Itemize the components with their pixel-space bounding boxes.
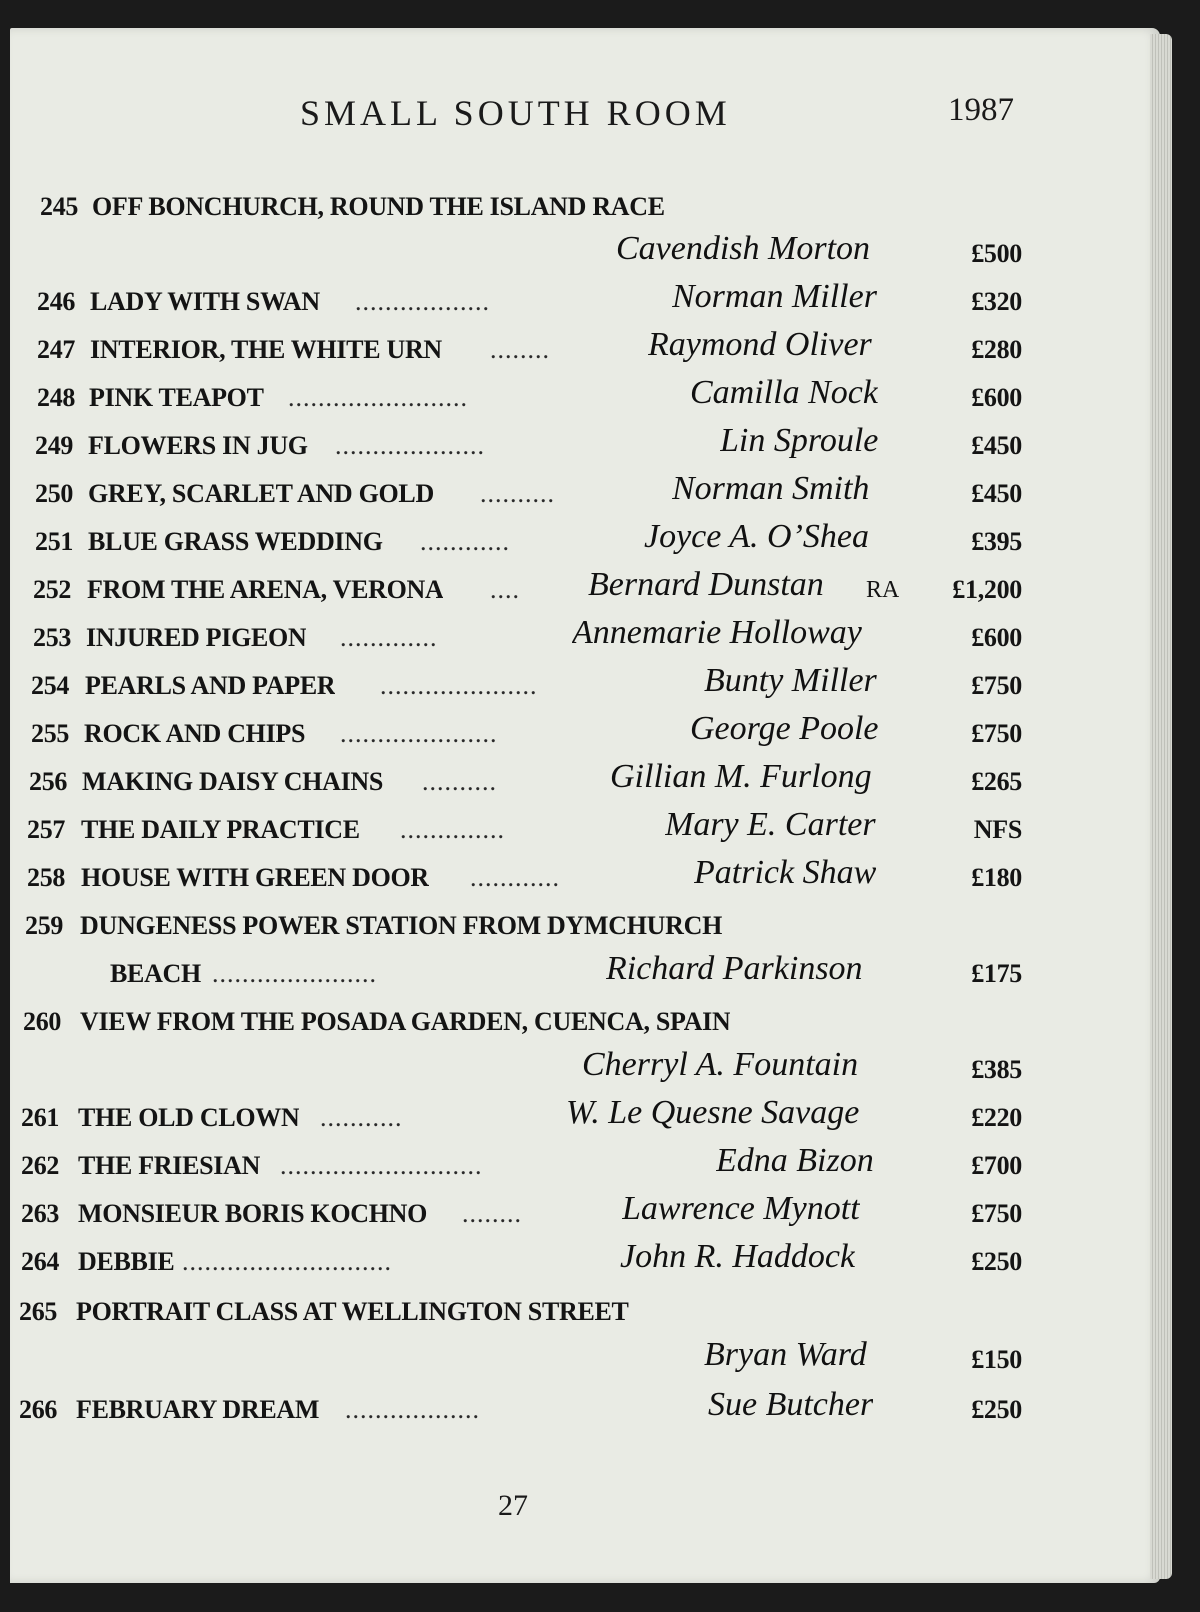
dot-leader: ..................: [345, 1396, 480, 1424]
price: £600: [971, 624, 1022, 652]
artwork-title: PEARLS AND PAPER: [85, 672, 336, 700]
catalogue-entry: [0, 1046, 1200, 1094]
artist-name: Raymond Oliver: [648, 326, 872, 363]
artist-name: Mary E. Carter: [665, 806, 876, 843]
artwork-title: BLUE GRASS WEDDING: [88, 528, 383, 556]
artist-name: Richard Parkinson: [606, 950, 863, 987]
entry-number: 253: [33, 624, 72, 652]
dot-leader: ....................: [335, 432, 485, 460]
artwork-title: GREY, SCARLET AND GOLD: [88, 480, 434, 508]
artist-name: Bernard Dunstan: [588, 566, 824, 603]
entry-number: 263: [21, 1200, 60, 1228]
artist-name: Bunty Miller: [704, 662, 877, 699]
price: £750: [971, 720, 1022, 748]
entry-number: 252: [33, 576, 72, 604]
catalogue-entry: [0, 422, 1200, 470]
artist-name: Lawrence Mynott: [622, 1190, 860, 1227]
price: £500: [971, 240, 1022, 268]
catalogue-entry: [0, 1190, 1200, 1238]
dot-leader: ....: [490, 576, 520, 604]
artist-name: Bryan Ward: [704, 1336, 867, 1373]
artist-name: Cherryl A. Fountain: [582, 1046, 859, 1083]
dot-leader: ........................: [288, 384, 468, 412]
catalogue-entry: [0, 1094, 1200, 1142]
dot-leader: ........: [490, 336, 550, 364]
price: £320: [971, 288, 1022, 316]
artwork-title: OFF BONCHURCH, ROUND THE ISLAND RACE: [92, 193, 665, 221]
dot-leader: ..........: [480, 480, 555, 508]
entry-number: 245: [40, 193, 79, 221]
dot-leader: .....................: [340, 720, 498, 748]
catalogue-entry: [0, 710, 1200, 758]
entry-number: 251: [35, 528, 74, 556]
entry-number: 250: [35, 480, 74, 508]
catalogue-entry: [0, 758, 1200, 806]
entry-number: 261: [21, 1104, 60, 1132]
catalogue-entry: [0, 326, 1200, 374]
artist-name: Joyce A. O’Shea: [644, 518, 869, 555]
artwork-title: DUNGENESS POWER STATION FROM DYMCHURCH: [80, 912, 723, 940]
catalogue-entry: [0, 806, 1200, 854]
price: £1,200: [952, 576, 1022, 604]
catalogue-entry: [0, 950, 1200, 998]
artwork-title: THE FRIESIAN: [78, 1152, 261, 1180]
artist-name: W. Le Quesne Savage: [566, 1094, 860, 1131]
catalogue-entry: [0, 854, 1200, 902]
dot-leader: ............................: [182, 1248, 392, 1276]
entry-number: 265: [19, 1298, 58, 1326]
artist-name: Norman Miller: [672, 278, 877, 315]
artist-name: Cavendish Morton: [616, 230, 871, 267]
artist-name: George Poole: [690, 710, 879, 747]
artwork-title: BEACH: [110, 960, 201, 988]
catalogue-entry: [0, 662, 1200, 710]
catalogue-entry: [0, 374, 1200, 422]
price: £450: [971, 432, 1022, 460]
entry-number: 259: [25, 912, 64, 940]
catalogue-entry: [0, 998, 1200, 1046]
catalogue-entry: [0, 230, 1200, 278]
artist-name: Gillian M. Furlong: [610, 758, 872, 795]
catalogue-entry: [0, 183, 1200, 231]
price: £395: [971, 528, 1022, 556]
entry-number: 255: [31, 720, 70, 748]
entry-number: 249: [35, 432, 74, 460]
artist-name: Patrick Shaw: [694, 854, 877, 891]
price: £180: [971, 864, 1022, 892]
entry-number: 254: [31, 672, 70, 700]
artwork-title: MONSIEUR BORIS KOCHNO: [78, 1200, 428, 1228]
catalogue-entry: [0, 1238, 1200, 1286]
artwork-title: HOUSE WITH GREEN DOOR: [81, 864, 429, 892]
catalogue-entry: [0, 470, 1200, 518]
artist-name: Sue Butcher: [708, 1386, 874, 1423]
price: £750: [971, 1200, 1022, 1228]
entry-number: 248: [37, 384, 76, 412]
entry-number: 262: [21, 1152, 60, 1180]
artwork-title: FEBRUARY DREAM: [76, 1396, 320, 1424]
artwork-title: THE DAILY PRACTICE: [81, 816, 360, 844]
dot-leader: ...........................: [280, 1152, 483, 1180]
entry-number: 264: [21, 1248, 60, 1276]
catalogue-entry: [0, 902, 1200, 950]
artwork-title: THE OLD CLOWN: [78, 1104, 300, 1132]
artist-suffix: RA: [866, 577, 900, 603]
dot-leader: ..................: [355, 288, 490, 316]
catalogue-entry: [0, 1142, 1200, 1190]
price: £385: [971, 1056, 1022, 1084]
page-number: 27: [498, 1489, 528, 1522]
dot-leader: ..............: [400, 816, 505, 844]
price: £600: [971, 384, 1022, 412]
entry-number: 247: [37, 336, 76, 364]
dot-leader: .............: [340, 624, 438, 652]
price: £175: [971, 960, 1022, 988]
artist-name: John R. Haddock: [620, 1238, 856, 1275]
catalogue-entry: [0, 1386, 1200, 1434]
price: £250: [971, 1248, 1022, 1276]
artwork-title: LADY WITH SWAN: [90, 288, 320, 316]
entry-number: 256: [29, 768, 68, 796]
dot-leader: ...........: [320, 1104, 403, 1132]
artwork-title: FLOWERS IN JUG: [88, 432, 308, 460]
artwork-title: PORTRAIT CLASS AT WELLINGTON STREET: [76, 1298, 629, 1326]
artist-name: Lin Sproule: [720, 422, 879, 459]
catalogue-entry: [0, 518, 1200, 566]
dot-leader: ............: [420, 528, 510, 556]
price: NFS: [973, 816, 1022, 844]
price: £250: [971, 1396, 1022, 1424]
entry-number: 257: [27, 816, 66, 844]
catalogue-entry: [0, 566, 1200, 614]
price: £220: [971, 1104, 1022, 1132]
dot-leader: ........: [462, 1200, 522, 1228]
price: £450: [971, 480, 1022, 508]
artwork-title: INTERIOR, THE WHITE URN: [90, 336, 442, 364]
artwork-title: MAKING DAISY CHAINS: [82, 768, 384, 796]
entry-number: 266: [19, 1396, 58, 1424]
catalogue-entry: [0, 1336, 1200, 1384]
price: £750: [971, 672, 1022, 700]
dot-leader: ..........: [422, 768, 497, 796]
artist-name: Annemarie Holloway: [572, 614, 862, 651]
artwork-title: INJURED PIGEON: [86, 624, 307, 652]
dot-leader: ............: [470, 864, 560, 892]
artist-name: Edna Bizon: [716, 1142, 874, 1179]
dot-leader: .....................: [380, 672, 538, 700]
artist-name: Camilla Nock: [690, 374, 878, 411]
artwork-title: PINK TEAPOT: [89, 384, 264, 412]
price: £150: [971, 1346, 1022, 1374]
artwork-title: ROCK AND CHIPS: [84, 720, 306, 748]
artwork-title: DEBBIE: [78, 1248, 175, 1276]
entry-number: 246: [37, 288, 76, 316]
entry-number: 260: [23, 1008, 62, 1036]
price: £700: [971, 1152, 1022, 1180]
catalogue-entry: [0, 1288, 1200, 1336]
page-title: SMALL SOUTH ROOM: [300, 93, 731, 133]
artist-name: Norman Smith: [672, 470, 870, 507]
catalogue-entry: [0, 278, 1200, 326]
price: £280: [971, 336, 1022, 364]
artwork-title: FROM THE ARENA, VERONA: [87, 576, 444, 604]
catalogue-entry: [0, 614, 1200, 662]
artwork-title: VIEW FROM THE POSADA GARDEN, CUENCA, SPAIN: [80, 1008, 731, 1036]
entry-number: 258: [27, 864, 66, 892]
dot-leader: ......................: [212, 960, 377, 988]
price: £265: [971, 768, 1022, 796]
page-year: 1987: [948, 92, 1014, 128]
